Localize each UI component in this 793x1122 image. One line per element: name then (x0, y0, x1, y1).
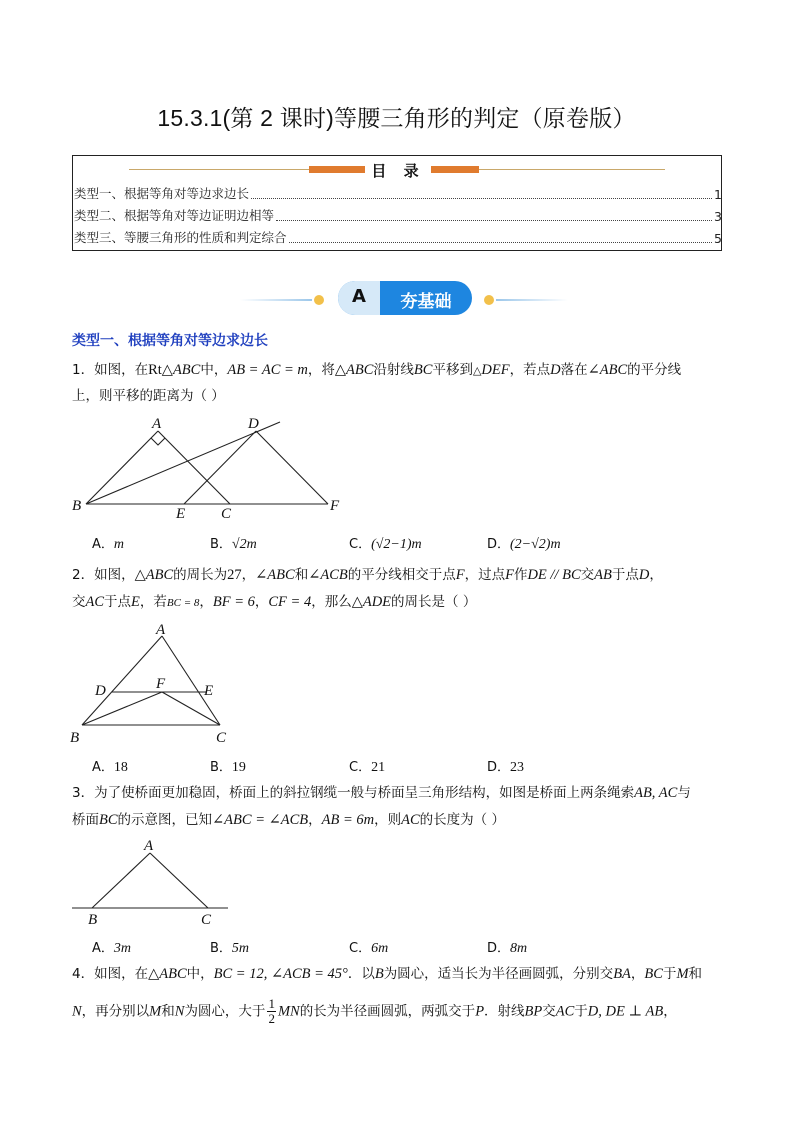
toc-rule-right (479, 169, 665, 170)
toc-item[interactable] (74, 206, 722, 224)
question-3-line1: 3．为了使桥面更加稳固，桥面上的斜拉钢缆一般与桥面呈三角形结构，如图是桥面上两条绳索AB, AC与 (72, 785, 691, 801)
label-E: E (204, 683, 214, 699)
label-C: C (216, 730, 227, 746)
label-F: F (330, 498, 340, 514)
toc-bar-left (309, 166, 365, 173)
question-3-figure (70, 834, 240, 929)
fraction: $\frac{1}{2}$ (268, 996, 275, 1026)
label-C: C (201, 912, 212, 928)
badge-letter: A (352, 286, 366, 307)
toc-item-page: 1 (714, 187, 722, 202)
option-d[interactable]: D．(2−√2)m (487, 537, 561, 552)
segment-BA (86, 431, 158, 504)
toc-leader (276, 219, 712, 221)
toc-bar-right (431, 166, 479, 173)
toc-item[interactable] (74, 228, 722, 246)
label-A: A (152, 416, 162, 432)
badge-dot-left (314, 295, 324, 305)
label-C: C (221, 506, 232, 522)
toc-item-label: 类型三、等腰三角形的性质和判定综合 (74, 230, 287, 245)
badge-dot-right (484, 295, 494, 305)
segment-AC (158, 431, 230, 504)
toc-item-label: 类型一、根据等角对等边求边长 (74, 186, 250, 201)
label-B: B (72, 498, 82, 514)
question-1-line1: 1．如图，在Rt△ABC中，AB = AC = m，将△ABC沿射线BC平移到△DEF，若点D落在∠ABC的平分线 (72, 362, 682, 378)
question-4-line2: N，再分别以M和N为圆心，大于 $\frac{1}{2}$ MN的长为半径画圆弧，两弧交于P．射线BP交AC于D, DE ⊥ AB， (72, 996, 677, 1026)
option-d[interactable]: D．23 (487, 760, 525, 775)
badge-text: 夯基础 (400, 292, 452, 312)
option-c[interactable]: C．6m (349, 941, 389, 956)
option-a[interactable]: A．18 (92, 760, 128, 775)
segment-AC (162, 636, 220, 725)
toc-leader (251, 197, 712, 199)
option-d[interactable]: D．8m (487, 941, 528, 956)
question-1-line2: 上，则平移的距离为（ ） (72, 388, 225, 404)
badge-rule-right (496, 299, 568, 301)
toc-item-page: 3 (714, 209, 722, 224)
label-A: A (156, 622, 166, 638)
label-B: B (70, 730, 80, 746)
label-A: A (144, 838, 154, 854)
question-2-figure (66, 618, 246, 748)
label-D: D (95, 683, 106, 699)
page-title: 15.3.1(第 2 课时)等腰三角形的判定（原卷版） (157, 105, 636, 131)
table-of-contents (72, 155, 722, 251)
segment-BF (82, 692, 162, 725)
cable-AB (92, 853, 150, 908)
toc-rule-left (129, 169, 309, 170)
option-b[interactable]: B．19 (210, 760, 246, 775)
bisector-ray (86, 422, 280, 504)
toc-header (73, 161, 723, 179)
toc-item[interactable] (74, 184, 722, 202)
cable-AC (150, 853, 208, 908)
toc-leader (289, 241, 713, 243)
section-badge (0, 280, 793, 316)
question-1-figure (70, 414, 360, 524)
question-3-line2: 桥面BC的示意图，已知∠ABC = ∠ACB，AB = 6m，则AC的长度为（ ） (72, 812, 505, 828)
right-angle-mark (151, 438, 165, 445)
label-E: E (176, 506, 186, 522)
option-c[interactable]: C．(√2−1)m (349, 537, 422, 552)
toc-item-page: 5 (714, 231, 722, 246)
segment-DF (256, 431, 328, 504)
question-2-line2: 交AC于点E，若BC = 8，BF = 6，CF = 4，那么△ADE的周长是（ ） (72, 594, 477, 610)
option-b[interactable]: B．√2m (210, 537, 257, 552)
question-4-line1: 4．如图，在△ABC中，BC = 12, ∠ACB = 45°．以B为圆心，适当长为半径画圆弧，分别交BA，BC于M和 (72, 966, 703, 982)
label-D: D (248, 416, 259, 432)
option-a[interactable]: A．3m (92, 941, 132, 956)
option-b[interactable]: B．5m (210, 941, 250, 956)
section-heading: 类型一、根据等角对等边求边长 (72, 333, 268, 349)
label-B: B (88, 912, 98, 928)
question-2-line1: 2．如图，△ABC的周长为27，∠ABC和∠ACB的平分线相交于点F，过点F作DE // BC交AB于点D， (72, 567, 663, 583)
option-a[interactable]: A．m (92, 537, 125, 552)
segment-AB (82, 636, 162, 725)
option-c[interactable]: C．21 (349, 760, 386, 775)
segment-ED (184, 431, 256, 504)
label-F: F (156, 676, 166, 692)
toc-heading: 目 录 (371, 162, 425, 180)
toc-item-label: 类型二、根据等角对等边证明边相等 (74, 208, 275, 223)
badge-rule-left (240, 299, 312, 301)
